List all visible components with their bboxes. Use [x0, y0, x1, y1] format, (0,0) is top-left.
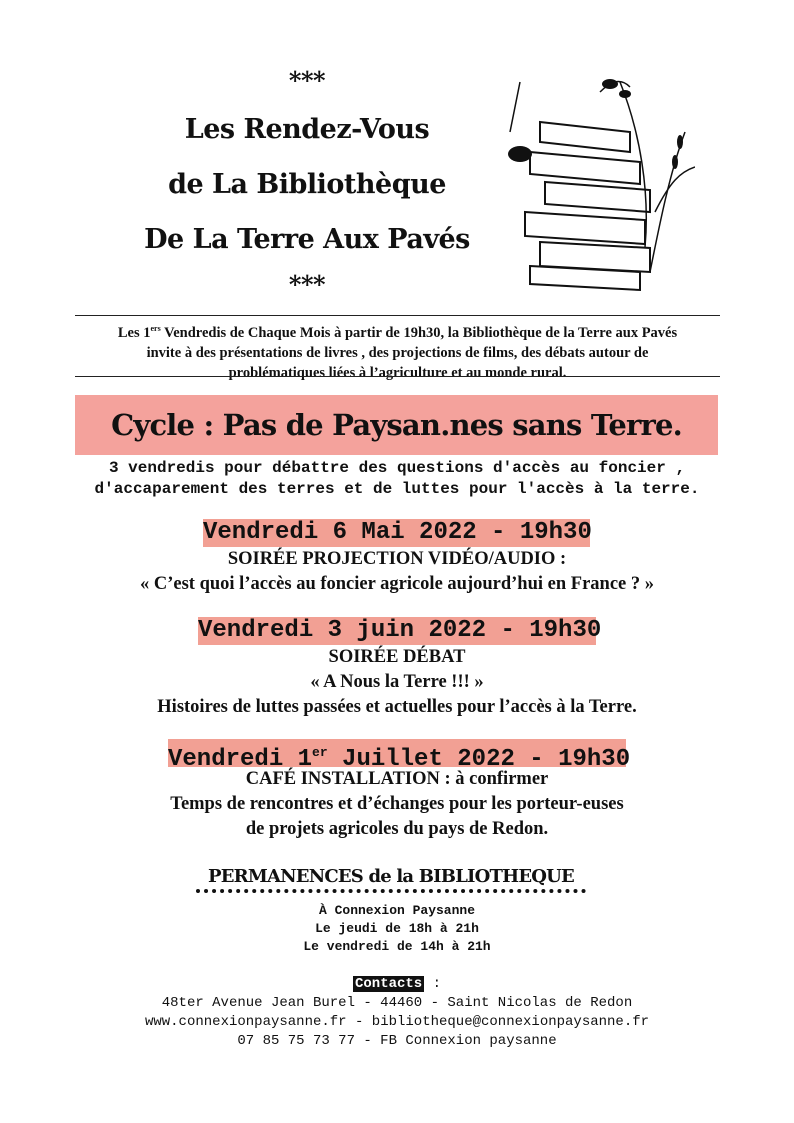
event-2-date: Vendredi 3 juin 2022 - 19h30 — [198, 617, 602, 644]
cycle-subtitle: 3 vendredis pour débattre des questions d'accès au foncier , d'accaparement des terres et de luttes pour l'accès à la terre. — [94, 459, 700, 498]
intro-line-1: Les 1ers Vendredis de Chaque Mois à partir de 19h30, la Bibliothèque de la Terre aux Pavés — [117, 324, 678, 341]
divider-bottom — [75, 376, 720, 377]
intro-line-2: invite à des présentations de livres , des projections de films, des débats autour de — [146, 344, 649, 361]
event-1-date: Vendredi 6 Mai 2022 - 19h30 — [203, 519, 592, 546]
divider-top — [75, 315, 720, 316]
permanences-title: PERMANENCES de la BIBLIOTHEQUE — [196, 866, 586, 893]
stars-bottom: *** — [288, 270, 326, 299]
intro-text — [75, 319, 720, 383]
contacts-details — [0, 994, 794, 1051]
title-line-2: de La Bibliothèque — [168, 169, 446, 200]
event-1-details: SOIRÉE PROJECTION VIDÉO/AUDIO : « C’est quoi l’accès au foncier agricole aujourd’hui en France ? » — [140, 549, 654, 594]
title-line-1: Les Rendez-Vous — [184, 114, 430, 145]
contacts-heading: Contacts : — [354, 976, 442, 992]
event-3-date: Vendredi 1er Juillet 2022 - 19h30 — [168, 739, 626, 767]
contact-address: 48ter Avenue Jean Burel - 44460 - Saint Nicolas de Redon — [161, 995, 633, 1011]
contacts-label: Contacts — [354, 976, 423, 992]
event-3-details: CAFÉ INSTALLATION : à confirmer Temps de rencontres et d’échanges pour les porteur-euses de projets agricoles du pays de Redon. — [170, 769, 624, 839]
event-2-details: SOIRÉE DÉBAT « A Nous la Terre !!! » Histoires de luttes passées et actuelles pour l’accès à la Terre. — [157, 647, 637, 717]
contact-web-email[interactable]: www.connexionpaysanne.fr - bibliotheque@connexionpaysanne.fr — [144, 1014, 650, 1030]
books-illustration — [500, 72, 695, 292]
cycle-title: Cycle : Pas de Paysan.nes sans Terre. — [75, 395, 718, 455]
contact-phone-fb: 07 85 75 73 77 - FB Connexion paysanne — [237, 1033, 557, 1049]
permanences-details: À Connexion Paysanne Le jeudi de 18h à 21h Le vendredi de 14h à 21h — [303, 903, 491, 954]
intro-line-3: problématiques liées à l’agriculture et au monde rural. — [228, 364, 567, 381]
stars-top: *** — [288, 66, 326, 95]
title-line-3: De La Terre Aux Pavés — [144, 224, 470, 255]
